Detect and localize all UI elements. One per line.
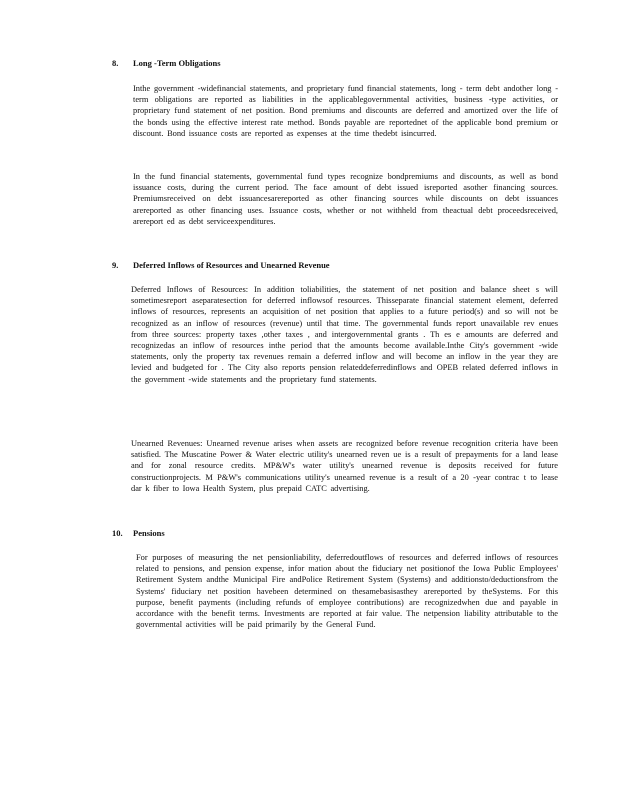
section-heading: Pensions — [133, 528, 165, 538]
section-number: 9. — [112, 260, 119, 270]
paragraph: Inthe government -widefinancial statements, and proprietary fund financial statements, long - term debt andother long - term obligations are reported as liabilities in the applicablegovernmental activities, business -type activities, or proprietary fund statement of net position. Bond premiums and discounts are deferred and amortized over the life of the bonds using the effective interest rate method. Bonds payable are reportednet of the applicable bond premium or discount. Bond issuance costs are reported as expenses at the time thedebt isincurred. — [133, 84, 558, 138]
paragraph: For purposes of measuring the net pensionliability, deferredoutflows of resources and deferred inflows of resources related to pensions, and pension expense, infor mation about the fiduciary net positionof the Iowa Public Employees' Retirement System andthe Municipal Fire andPolice Retirement System (Systems) and additionsto/deductionsfrom the Systems' fiduciary net position havebeen determined on thesamebasisasthey arereported by theSystems. For this purpose, benefit payments (including refunds of employee contributions) are recognizedwhen due and payable in accordance with the benefit terms. Investments are reported at fair value. The netpension liability attributable to the governmental activities will be paid primarily by the General Fund. — [136, 553, 558, 630]
section-number: 8. — [112, 58, 119, 68]
section-heading: Long -Term Obligations — [133, 58, 221, 68]
section-heading: Deferred Inflows of Resources and Unearned Revenue — [133, 260, 330, 270]
paragraph: Unearned Revenues: Unearned revenue arises when assets are recognized before revenue recognition criteria have been satisfied. The Muscatine Power & Water electric utility's unearned reven ue is a result of prepayments for a land lease and for zonal resource credits. MP&W's water utility's unearned revenue is deposits received for future constructionprojects. M P&W's communications utility's unearned revenue is a result of a 20 -year contrac t to lease dar k fiber to Iowa Health System, plus prepaid CATC advertising. — [131, 439, 558, 493]
section-number: 10. — [112, 528, 123, 538]
paragraph: Deferred Inflows of Resources: In addition toliabilities, the statement of net position and balance sheet s will sometimesreport aseparatesection for deferred inflowsof resources. Thisseparate financial statement element, deferred inflows of resources, represents an acquisition of net position that applies to a future period(s) and so will not be recognized as an inflow of resources (revenue) until that time. The governmental funds report unavailable rev enues from three sources: property taxes ,other taxes , and intergovernmental grants . Th es e amounts are deferred and recognizedas an inflow of resources inthe period that the amounts become available.Inthe City's government -wide statements, only the property tax revenues remain a deferred inflow and will become an inflow in the year they are levied and budgeted for . The City also reports pension relateddeferredinflows and OPEB related deferred inflows in the government -wide statements and the proprietary fund statements. — [131, 285, 558, 384]
paragraph: In the fund financial statements, governmental fund types recognize bondpremiums and discounts, as well as bond issuance costs, during the current period. The face amount of debt issued isreported asother financing sources. Premiumsreceived on debt issuancesarereported as other financing sources while discounts on debt issuances arereported as other financing uses. Issuance costs, whether or not withheld from theactual debt proceedsreceived, arereport ed as debt serviceexpenditures. — [133, 172, 558, 226]
